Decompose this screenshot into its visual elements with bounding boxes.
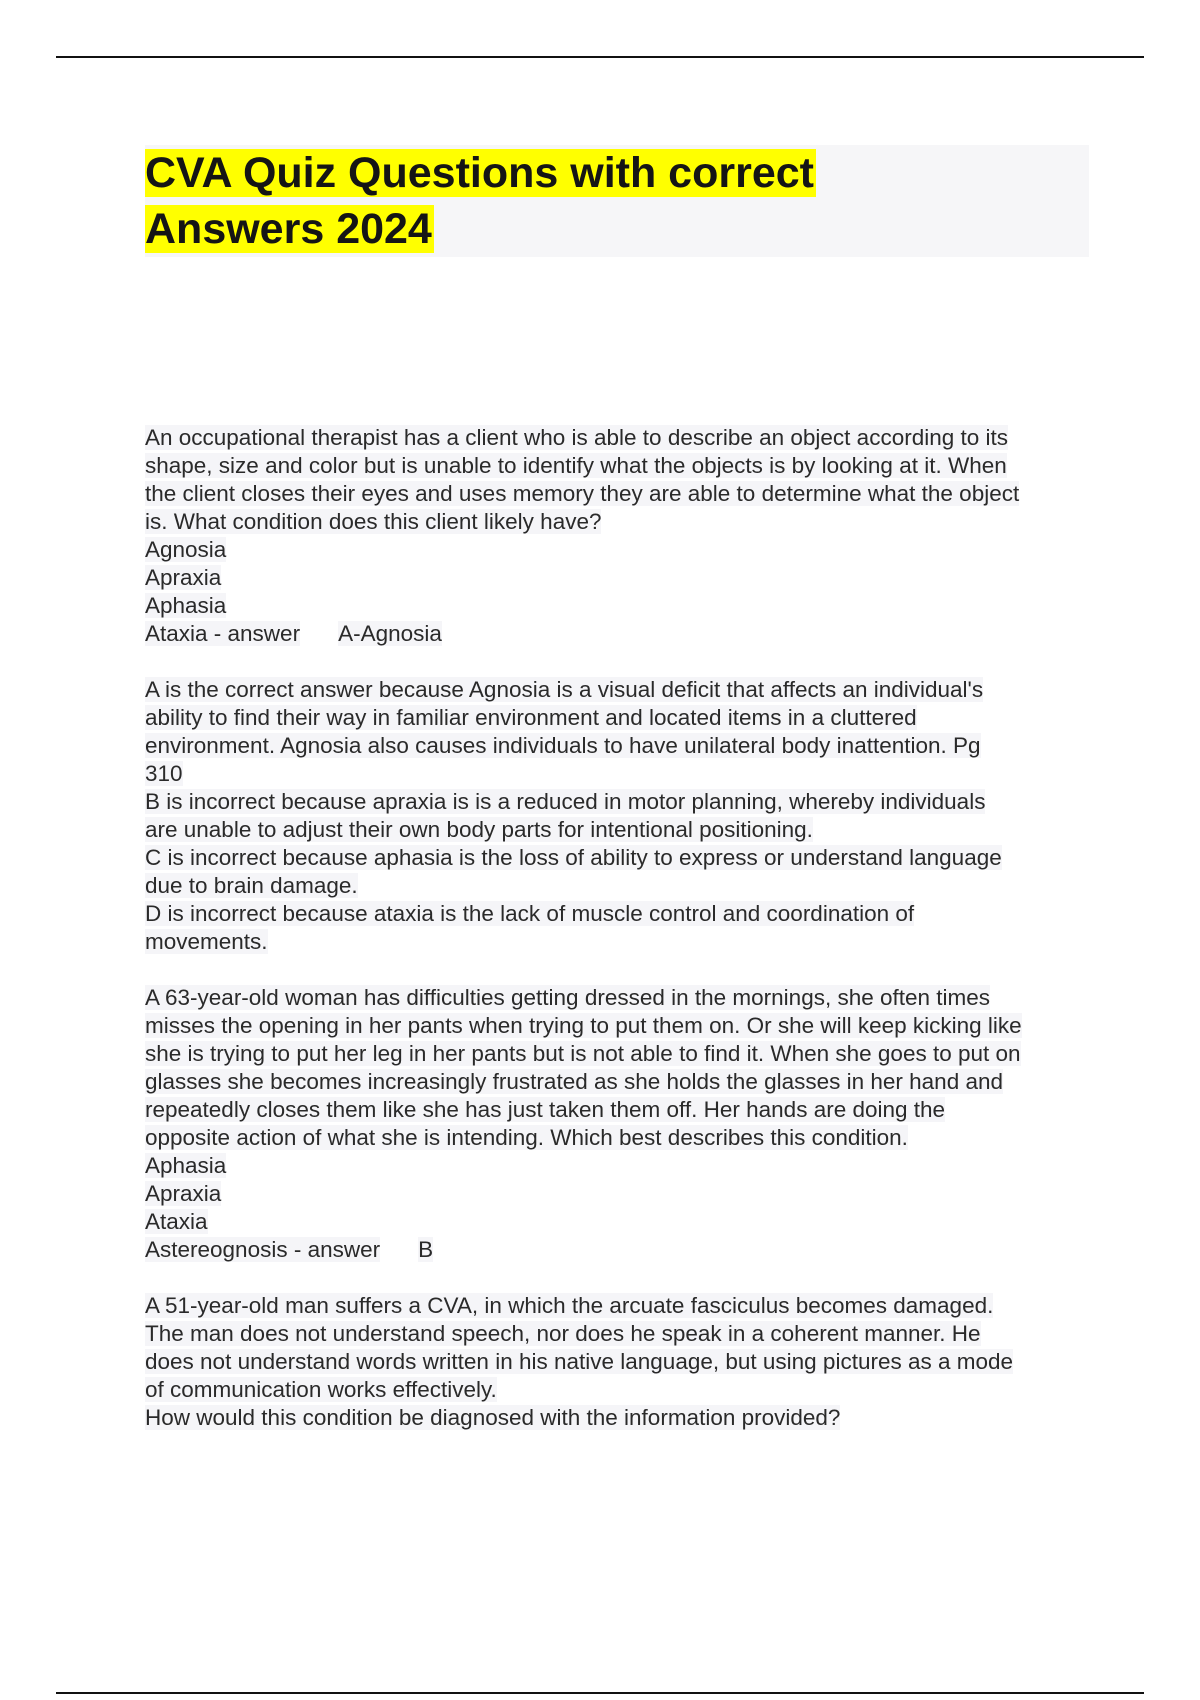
question-stem-line: The man does not understand speech, nor does he speak in a coherent manner. He (145, 1321, 981, 1346)
rationale-line: D is incorrect because ataxia is the lack of muscle control and coordination of (145, 901, 915, 926)
question-stem-line: A 63-year-old woman has difficulties getting dressed in the mornings, she often times (145, 985, 991, 1010)
document-body (145, 424, 1095, 1460)
question-2 (145, 984, 1095, 1264)
rationale-line: due to brain damage. (145, 873, 358, 898)
question-stem-line: she is trying to put her leg in her pants but is not able to find it. When she goes to put on (145, 1041, 1021, 1066)
answer-option-with-answer: Astereognosis - answer B (145, 1237, 434, 1262)
top-rule (56, 56, 1144, 58)
question-1-rationale (145, 676, 1095, 956)
question-stem-line: does not understand words written in his native language, but using pictures as a mode (145, 1349, 1014, 1374)
question-stem-line: opposite action of what she is intending. Which best describes this condition. (145, 1125, 908, 1150)
answer-option: Aphasia (145, 1153, 227, 1178)
question-stem-line: misses the opening in her pants when trying to put them on. Or she will keep kicking like (145, 1013, 1022, 1038)
answer-option: Ataxia (145, 1209, 208, 1234)
correct-answer: A-Agnosia (338, 621, 442, 646)
rationale-line: movements. (145, 929, 268, 954)
rationale-line: environment. Agnosia also causes individuals to have unilateral body inattention. Pg (145, 733, 981, 758)
question-stem-line: An occupational therapist has a client who is able to describe an object according to its (145, 425, 1009, 450)
question-1 (145, 424, 1095, 648)
correct-answer: B (418, 1237, 434, 1262)
bottom-rule (56, 1692, 1144, 1694)
answer-option-with-answer: Ataxia - answer A-Agnosia (145, 621, 442, 646)
question-stem-line: shape, size and color but is unable to identify what the objects is by looking at it. When (145, 453, 1007, 478)
question-stem-line: the client closes their eyes and uses memory they are able to determine what the object (145, 481, 1020, 506)
question-stem-line: How would this condition be diagnosed with the information provided? (145, 1405, 841, 1430)
rationale-line: 310 (145, 761, 183, 786)
title-line-1: CVA Quiz Questions with correct (145, 149, 814, 197)
rationale-line: C is incorrect because aphasia is the loss of ability to express or understand language (145, 845, 1002, 870)
title-line-2: Answers 2024 (145, 205, 432, 253)
document-title (145, 145, 1089, 257)
question-stem-line: of communication works effectively. (145, 1377, 497, 1402)
question-stem-line: glasses she becomes increasingly frustrated as she holds the glasses in her hand and (145, 1069, 1003, 1094)
answer-option: Apraxia (145, 565, 222, 590)
rationale-line: B is incorrect because apraxia is is a reduced in motor planning, whereby individuals (145, 789, 986, 814)
answer-option: Agnosia (145, 537, 227, 562)
question-stem-line: A 51-year-old man suffers a CVA, in which the arcuate fasciculus becomes damaged. (145, 1293, 994, 1318)
rationale-line: A is the correct answer because Agnosia is a visual deficit that affects an individual's (145, 677, 984, 702)
rationale-line: are unable to adjust their own body parts for intentional positioning. (145, 817, 813, 842)
question-stem-line: is. What condition does this client likely have? (145, 509, 602, 534)
question-stem-line: repeatedly closes them like she has just taken them off. Her hands are doing the (145, 1097, 946, 1122)
answer-option: Apraxia (145, 1181, 222, 1206)
question-3 (145, 1292, 1095, 1432)
rationale-line: ability to find their way in familiar environment and located items in a cluttered (145, 705, 917, 730)
answer-option: Aphasia (145, 593, 227, 618)
